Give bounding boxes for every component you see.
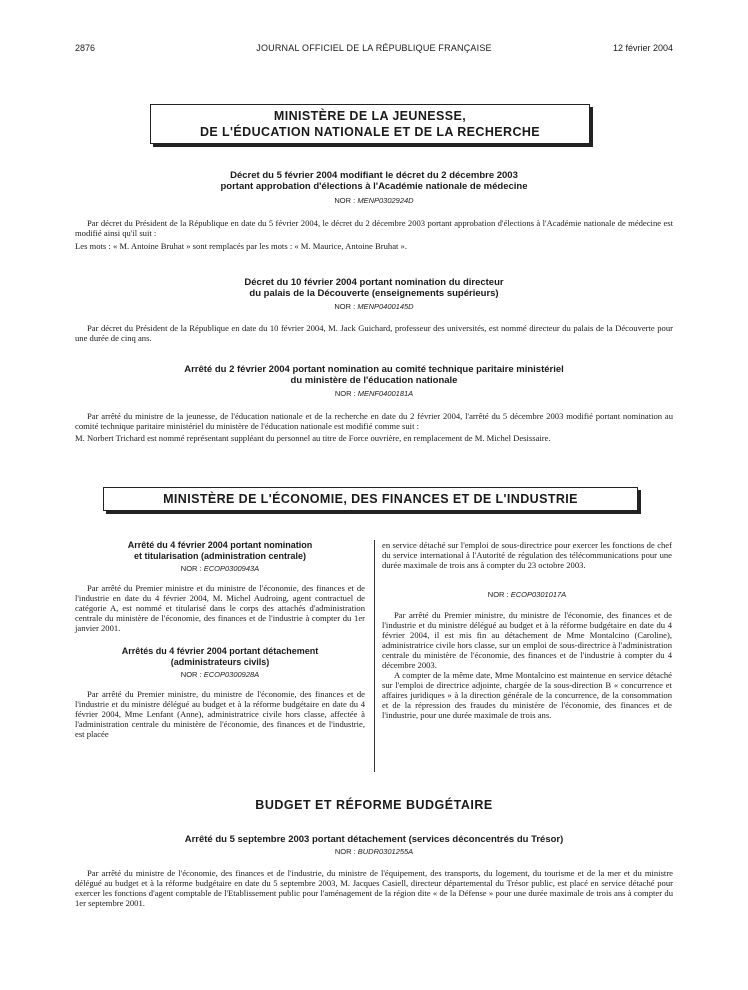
- nor-code: ECOP0300943A: [203, 564, 260, 573]
- nor-code: MENF0400181A: [357, 389, 414, 398]
- nor-label: NOR :: [180, 564, 204, 573]
- issue-date: 12 février 2004: [612, 43, 673, 53]
- decret1-paragraph-1: Par décret du Président de la République en date du 5 février 2004, le décret du 2 décembre 2003 portant approbation d'élections à l'Académie nationale de médecine est modifié ainsi qu'il suit :: [75, 218, 673, 238]
- arrete2-title-line2: et titularisation (administration centrale): [133, 550, 307, 561]
- decret2-body: [75, 323, 673, 343]
- ministry-economy-line1: MINISTÈRE DE L'ÉCONOMIE, DES FINANCES ET DE L'INDUSTRIE: [163, 492, 578, 506]
- nor-code: ECOP0301017A: [510, 590, 567, 599]
- nor-label: NOR :: [334, 196, 358, 205]
- arrete3-paragraph-1: Par arrêté du Premier ministre, du ministre de l'économie, des finances et de l'industrie et du ministre délégué au budget et à la réforme budgétaire en date du 4 février 2004, Mme Lenfant (Anne), administratrice civile hors classe, affectée à l'administration centrale du ministère de l'économie, des finances et de l'industrie, est placée: [75, 689, 365, 739]
- arrete2-paragraph-1: Par arrêté du Premier ministre et du ministre de l'économie, des finances et de l'industrie en date du 4 février 2004, M. Michel Audroing, agent contractuel de catégorie A, est nommé et titularisé dans le corps des attachés d'administration centrale du ministère de l'économie, des finances et de l'industrie à compter du 1er janvier 2001.: [75, 583, 365, 633]
- decret2-paragraph-1: Par décret du Président de la République en date du 10 février 2004, M. Jack Guichard, professeur des universités, est nommé directeur du palais de la Découverte pour une durée de cinq ans.: [75, 323, 673, 343]
- decret2-title-line2: du palais de la Découverte (enseignements supérieurs): [249, 288, 499, 299]
- arrete4-nor: [382, 590, 672, 600]
- arrete3-title-line1: Arrêtés du 4 février 2004 portant détachement: [121, 646, 319, 656]
- ministry-education-box: [150, 104, 590, 144]
- arrete4-paragraph-2: A compter de la même date, Mme Montalcino est maintenue en service détaché sur l'emploi de directrice adjointe, chargée de la sous-direction B « concurrence et affaires juridiques » à la direction générale de la concurrence, de la consommation et de la répression des fraudes du ministère de l'économie, des finances et de l'industrie, pour une durée maximale de trois ans.: [382, 670, 672, 720]
- decret1-nor: [75, 196, 673, 206]
- journal-title: JOURNAL OFFICIEL DE LA RÉPUBLIQUE FRANÇAISE: [256, 43, 492, 53]
- nor-label: NOR :: [487, 590, 511, 599]
- decret1-body: [75, 218, 673, 251]
- decret1-title-line2: portant approbation d'élections à l'Académie nationale de médecine: [220, 181, 528, 192]
- decret1-paragraph-2: Les mots : « M. Antoine Bruhat » sont remplacés par les mots : « M. Maurice, Antoine Bruhat ».: [75, 241, 408, 251]
- ministry-economy-box: [103, 487, 638, 511]
- arrete1-paragraph-1: Par arrêté du ministre de la jeunesse, de l'éducation nationale et de la recherche en date du 2 février 2004, l'arrêté du 5 décembre 2003 modifié portant nomination au comité technique paritaire ministériel du ministère de l'éducation nationale est modifié comme suit :: [75, 411, 673, 431]
- arrete1-paragraph-2: M. Norbert Trichard est nommé représentant suppléant du personnel au titre de Force ouvrière, en remplacement de M. Michel Desissaire.: [75, 433, 551, 443]
- decret1-title-line1: Décret du 5 février 2004 modifiant le décret du 2 décembre 2003: [230, 170, 518, 181]
- arrete1-title-line1: Arrêté du 2 février 2004 portant nomination au comité technique paritaire ministériel: [184, 364, 564, 375]
- arrete1-title-line2: du ministère de l'éducation nationale: [290, 375, 458, 386]
- column-divider: [374, 540, 375, 772]
- arrete4-paragraph-1: Par arrêté du Premier ministre, du ministre de l'économie, des finances et de l'industrie et du ministre délégué au budget et à la réforme budgétaire en date du 4 février 2004, il est mis fin au détachement de Mme Montalcino (Caroline), administratrice civile hors classe, sur un emploi de sous-directrice à l'administration centrale du ministère de l'économie, des finances et de l'industrie à compter du 4 décembre 2003.: [382, 610, 672, 670]
- budget-arrete-body: [75, 868, 673, 908]
- right-column: [382, 540, 672, 720]
- budget-arrete-title: [75, 834, 673, 845]
- decret2-nor: [75, 302, 673, 312]
- nor-code: ECOP0300928A: [203, 670, 260, 679]
- budget-heading: BUDGET ET RÉFORME BUDGÉTAIRE: [255, 798, 493, 812]
- decret1-title: [75, 170, 673, 192]
- ministry-education-line2: DE L'ÉDUCATION NATIONALE ET DE LA RECHERCHE: [199, 125, 541, 139]
- decret2-title: [75, 277, 673, 299]
- arrete2-title-line1: Arrêté du 4 février 2004 portant nomination: [127, 540, 313, 550]
- arrete2-title: [75, 540, 365, 561]
- arrete3-nor: [75, 670, 365, 680]
- budget-arrete-nor: [75, 847, 673, 857]
- nor-label: NOR :: [334, 302, 358, 311]
- decret2-title-line1: Décret du 10 février 2004 portant nomination du directeur: [244, 277, 504, 288]
- arrete3-title-line2: (administrateurs civils): [170, 656, 270, 667]
- arrete3-title: [75, 646, 365, 667]
- budget-arrete-title-line1: Arrêté du 5 septembre 2003 portant détachement (services déconcentrés du Trésor): [184, 834, 564, 845]
- arrete3-paragraph-1-continued: en service détaché sur l'emploi de sous-directrice pour exercer les fonctions de chef du service international à l'Autorité de régulation des télécommunications pour une durée maximale de trois ans à compter du 23 octobre 2003.: [382, 540, 672, 570]
- page-number: 2876: [75, 43, 96, 53]
- nor-code: MENP0302924D: [357, 196, 414, 205]
- nor-code: MENP0400145D: [357, 302, 414, 311]
- arrete2-nor: [75, 564, 365, 574]
- nor-label: NOR :: [180, 670, 204, 679]
- arrete1-body: [75, 411, 673, 443]
- left-column: [75, 540, 365, 739]
- budget-paragraph-1: Par arrêté du ministre de l'économie, des finances et de l'industrie, du ministre de l'équipement, des transports, du logement, du tourisme et de la mer et du ministre délégué au budget et à la réforme budgétaire en date du 5 septembre 2003, M. Jacques Casiell, directeur départemental du Trésor public, est placé en service détaché pour exercer les fonctions d'agent comptable de l'Etablissement public pour l'aménagement de la région dite « de la Défense » pour une durée maximale de trois ans à compter du 1er septembre 2001.: [75, 868, 673, 908]
- arrete1-nor: [75, 389, 673, 399]
- nor-label: NOR :: [334, 847, 358, 856]
- nor-code: BUDR0301255A: [357, 847, 414, 856]
- nor-label: NOR :: [334, 389, 358, 398]
- arrete1-title: [75, 364, 673, 386]
- ministry-education-line1: MINISTÈRE DE LA JEUNESSE,: [273, 109, 467, 123]
